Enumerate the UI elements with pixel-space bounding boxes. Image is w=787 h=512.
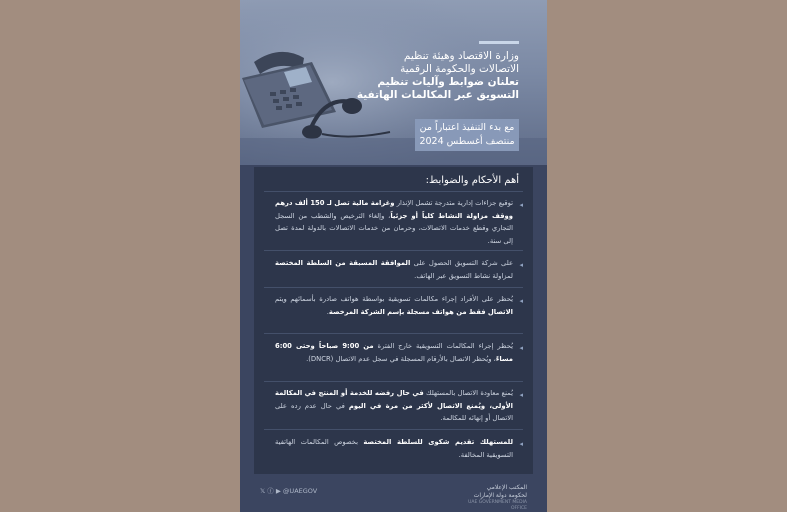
- divider: [264, 191, 523, 192]
- divider: [264, 333, 523, 334]
- divider: [264, 287, 523, 288]
- divider: [264, 381, 523, 382]
- provisions-panel: [254, 167, 533, 474]
- logo-en: UAE GOVERNMENT MEDIA OFFICE: [468, 500, 527, 511]
- bullet-arrow-icon: ◂: [519, 344, 523, 352]
- headline-line-3: تعلنان ضوابط وآليات تنظيم: [377, 76, 519, 88]
- accent-line: [479, 41, 519, 44]
- headline: [319, 50, 519, 102]
- bullet-arrow-icon: ◂: [519, 201, 523, 209]
- provision-item: للمستهلك تقديم شكوى للسلطة المختصة بخصوص المكالمات الهاتفية التسويقية المخالفة.: [275, 438, 513, 459]
- divider: [264, 429, 523, 430]
- bullet-arrow-icon: ◂: [519, 440, 523, 448]
- headline-line-2: الاتصالات والحكومة الرقمية: [400, 63, 519, 75]
- logo-ar-line-1: المكتب الإعلامي: [486, 484, 527, 491]
- hero-image: [240, 0, 547, 165]
- divider: [264, 250, 523, 251]
- date-line-1: مع بدء التنفيذ اعتباراً من: [419, 122, 515, 133]
- social-handle[interactable]: 𝕏 ⓕ ▶ @UAEGOV: [260, 487, 318, 495]
- provision-item: يُحظر إجراء المكالمات التسويقية خارج الفترة من 9:00 صباحاً وحتى 6:00 مساءً، ويُحظر الاتصال بالأرقام المسجلة في سجل عدم الاتصال (DNCR).: [275, 342, 513, 363]
- bullet-arrow-icon: ◂: [519, 261, 523, 269]
- media-office-logo: [457, 484, 527, 512]
- announcement-card: [240, 0, 547, 512]
- headline-line-1: وزارة الاقتصاد وهيئة تنظيم: [403, 50, 519, 62]
- bullet-arrow-icon: ◂: [519, 391, 523, 399]
- effective-date-box: [415, 119, 519, 151]
- bullet-arrow-icon: ◂: [519, 297, 523, 305]
- provision-item: يُمنع معاودة الاتصال بالمستهلك في حال رفضه للخدمة أو المنتج في المكالمة الأولى، ويُمنع الاتصال لأكثر من مرة في اليوم في حال عدم رده على الاتصال أو إنهائه للمكالمة.: [275, 389, 513, 422]
- section-title: أهم الأحكام والضوابط:: [425, 175, 519, 186]
- logo-ar-line-2: لحكومة دولة الإمارات: [473, 492, 527, 499]
- provision-item: يُحظر على الأفراد إجراء مكالمات تسويقية بواسطة هواتف صادرة بأسمائهم ويتم الاتصال فقط من هواتف مسجلة بإسم الشركة المرخصة.: [275, 295, 513, 316]
- headline-line-4: التسويق عبر المكالمات الهاتفية: [356, 89, 519, 101]
- provision-item: على شركة التسويق الحصول على الموافقة المسبقة من السلطة المختصة لمزاولة نشاط التسويق عبر الهاتف.: [275, 259, 513, 280]
- provision-item: توقيع جزاءات إدارية متدرجة تشمل الإنذار وغرامة مالية تصل لـ 150 ألف درهم ووقف مزاولة النشاط كلياً أو جزئياً، وإلغاء الترخيص والشطب من السجل التجاري وقطع خدمات الاتصالات، وحرمان من خدمات الاتصالات بالدولة لمدة تصل إلى سنة.: [275, 199, 514, 245]
- date-line-2: منتصف أغسطس 2024: [419, 136, 515, 147]
